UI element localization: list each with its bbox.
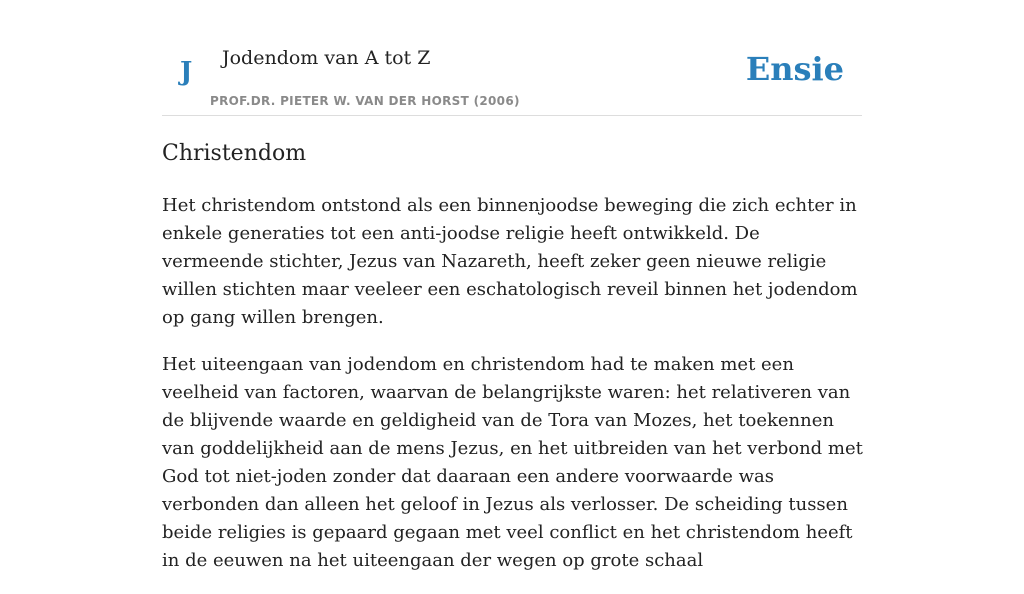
article-paragraph-2: Het uiteengaan van jodendom en christendom had te maken met een veelheid van factoren, waarvan de belangrijkste waren: het relativeren van de blijvende waarde en geldigheid van de Tora van Mozes, het toekennen van goddelijkheid aan de mens Jezus, en het uitbreiden van het verbond met God tot niet-joden zonder dat daaraan een andere voorwaarde was verbonden dan alleen het geloof in Jezus als verlosser. De scheiding tussen beide religies is gepaard gegaan met veel conflict en het christendom heeft in de eeuwen na het uiteengaan der wegen op grote schaal	[162, 354, 863, 571]
article-paragraph-1: Het christendom ontstond als een binnenjoodse beweging die zich echter in enkele generaties tot een anti-joodse religie heeft ontwikkeld. De vermeende stichter, Jezus van Nazareth, heeft zeker geen nieuwe religie willen stichten maar veeleer een eschatologisch reveil binnen het jodendom op gang willen brengen.	[162, 195, 858, 328]
entry-title: Christendom	[162, 141, 307, 166]
article-body	[162, 192, 864, 594]
book-header	[162, 0, 862, 116]
ensie-logo[interactable]: Ensie	[745, 50, 844, 88]
book-author: PROF.DR. PIETER W. VAN DER HORST (2006)	[210, 94, 520, 108]
book-title-link[interactable]: Jodendom van A tot Z	[222, 47, 431, 69]
book-initial-icon: J	[180, 57, 193, 87]
